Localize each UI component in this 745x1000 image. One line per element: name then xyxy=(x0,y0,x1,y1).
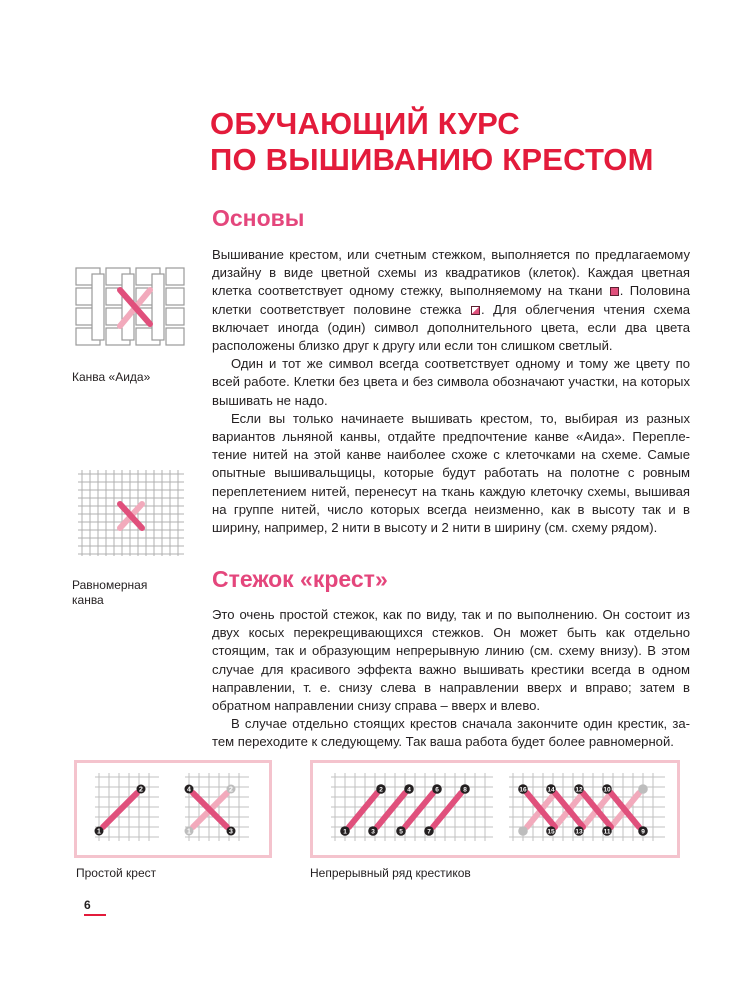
title-line-1: ОБУЧАЮЩИЙ КУРС xyxy=(210,106,520,141)
basics-p1-part-a: Вышивание крестом, или счетным стежком, выполняется по предлагаемому дизайну в виде цветной схемы из квадратиков (клеток). Каждая цветная клетка соответствует одному стежку, выполняемому на ткани xyxy=(212,247,690,299)
simple-number-1: 1 xyxy=(97,828,101,836)
basics-p1-part-c: . Для облегчения чтения схема включает иногда (один) символ дополнительного цвета, если два цвета расположены близко друг к другу или если тон слишком светлый. xyxy=(212,301,690,354)
row-number-16: 16 xyxy=(519,786,527,794)
aida-caption: Канва «Аида» xyxy=(72,370,151,384)
row-number-2: 2 xyxy=(379,786,383,794)
row-number-4: 4 xyxy=(407,786,411,794)
cross-paragraph-1: Это очень простой стежок, как по виду, так и по выполнению. Он состоит из двух косых перекрещивающихся стежков. Он может быть как отдельно стоящим, так и образующим непрерывную линию (см. схему внизу). В этом случае для красивого эффекта важно вышивать крестики всегда в одном направлении, т. е. снизу слева в направлении вверх и вправо; затем в обратном направлении снизу справа – вверх и влево. xyxy=(212,607,690,714)
row-number-3: 3 xyxy=(371,828,375,836)
row-number-11: 11 xyxy=(603,828,611,836)
page-title xyxy=(210,106,654,178)
simple-number-2: 2 xyxy=(139,786,143,794)
row-number-5: 5 xyxy=(399,828,403,836)
basics-text xyxy=(212,246,690,537)
row-number-9: 9 xyxy=(641,828,645,836)
row-number-6: 6 xyxy=(435,786,439,794)
simple-number-4: 4 xyxy=(187,786,191,794)
basics-paragraph-2: Один и тот же символ всегда соответствует одному и тому же цвету по всей работе. Клетки без цвета и без символа обозначают участки, на которых вышивать не надо. xyxy=(212,356,690,408)
even-canvas-caption xyxy=(72,578,147,608)
basics-paragraph-3: Если вы только начинаете вышивать крестом, то, выбирая из разных вариантов льняной канвы, отдайте предпочтение канве «Аида». Переплетение нитей на этой канве наиболее схоже с клеточками на схеме. Самые опытные вышивальщицы, которые будут работать на полотне с ровным переплетением нитей, перенесут на ткань каждую клеточку схемы, вышивая на группе нитей, число которых всегда неизменно, как в высоту так и в ширину, например, 2 нити в высоту и 2 нити в ширину (см. схему рядом). xyxy=(212,410,690,536)
continuous-row-caption: Непрерывный ряд крестиков xyxy=(310,866,471,880)
row-number-10: 10 xyxy=(603,786,611,794)
simple-cross-caption: Простой крест xyxy=(76,866,157,880)
basics-paragraph-1 xyxy=(212,246,690,355)
simple-cross-panel xyxy=(74,760,272,858)
basics-p1-part-b: . Половина клетки соответствует половине стежка xyxy=(212,283,690,317)
page-number xyxy=(84,898,91,912)
row-number-13: 13 xyxy=(575,828,583,836)
full-stitch-swatch-icon xyxy=(610,287,619,296)
aida-canvas-figure xyxy=(72,264,188,350)
row-number-12: 12 xyxy=(575,786,583,794)
page-number-underline xyxy=(84,914,106,916)
cross-stitch-heading: Стежок «крест» xyxy=(212,566,388,592)
row-number-8: 8 xyxy=(463,786,467,794)
basics-heading: Основы xyxy=(212,205,305,231)
row-number-14: 14 xyxy=(547,786,555,794)
even-canvas-figure xyxy=(76,468,186,558)
even-caption-line-1: Равномерная xyxy=(72,578,148,592)
half-stitch-swatch-icon xyxy=(471,306,480,315)
continuous-row-panel xyxy=(310,760,680,858)
simple-number-3: 3 xyxy=(229,828,233,836)
simple-number-2b: 2 xyxy=(229,786,233,794)
simple-number-1b: 1 xyxy=(187,828,191,836)
simple-cross-diagram xyxy=(77,763,269,855)
even-caption-line-2: канва xyxy=(72,593,104,607)
row-number-1: 1 xyxy=(343,828,347,836)
row-number-15: 15 xyxy=(547,828,555,836)
cross-paragraph-2: В случае отдельно стоящих крестов сначала закончите один крестик, затем переходите к следующему. Так ваша работа будет более равномерной. xyxy=(212,716,690,750)
title-line-2: ПО ВЫШИВАНИЮ КРЕСТОМ xyxy=(210,142,654,177)
continuous-row-diagram xyxy=(313,763,677,855)
cross-stitch-text xyxy=(212,606,690,752)
row-number-7: 7 xyxy=(427,828,431,836)
page-number-text: 6 xyxy=(84,898,91,912)
